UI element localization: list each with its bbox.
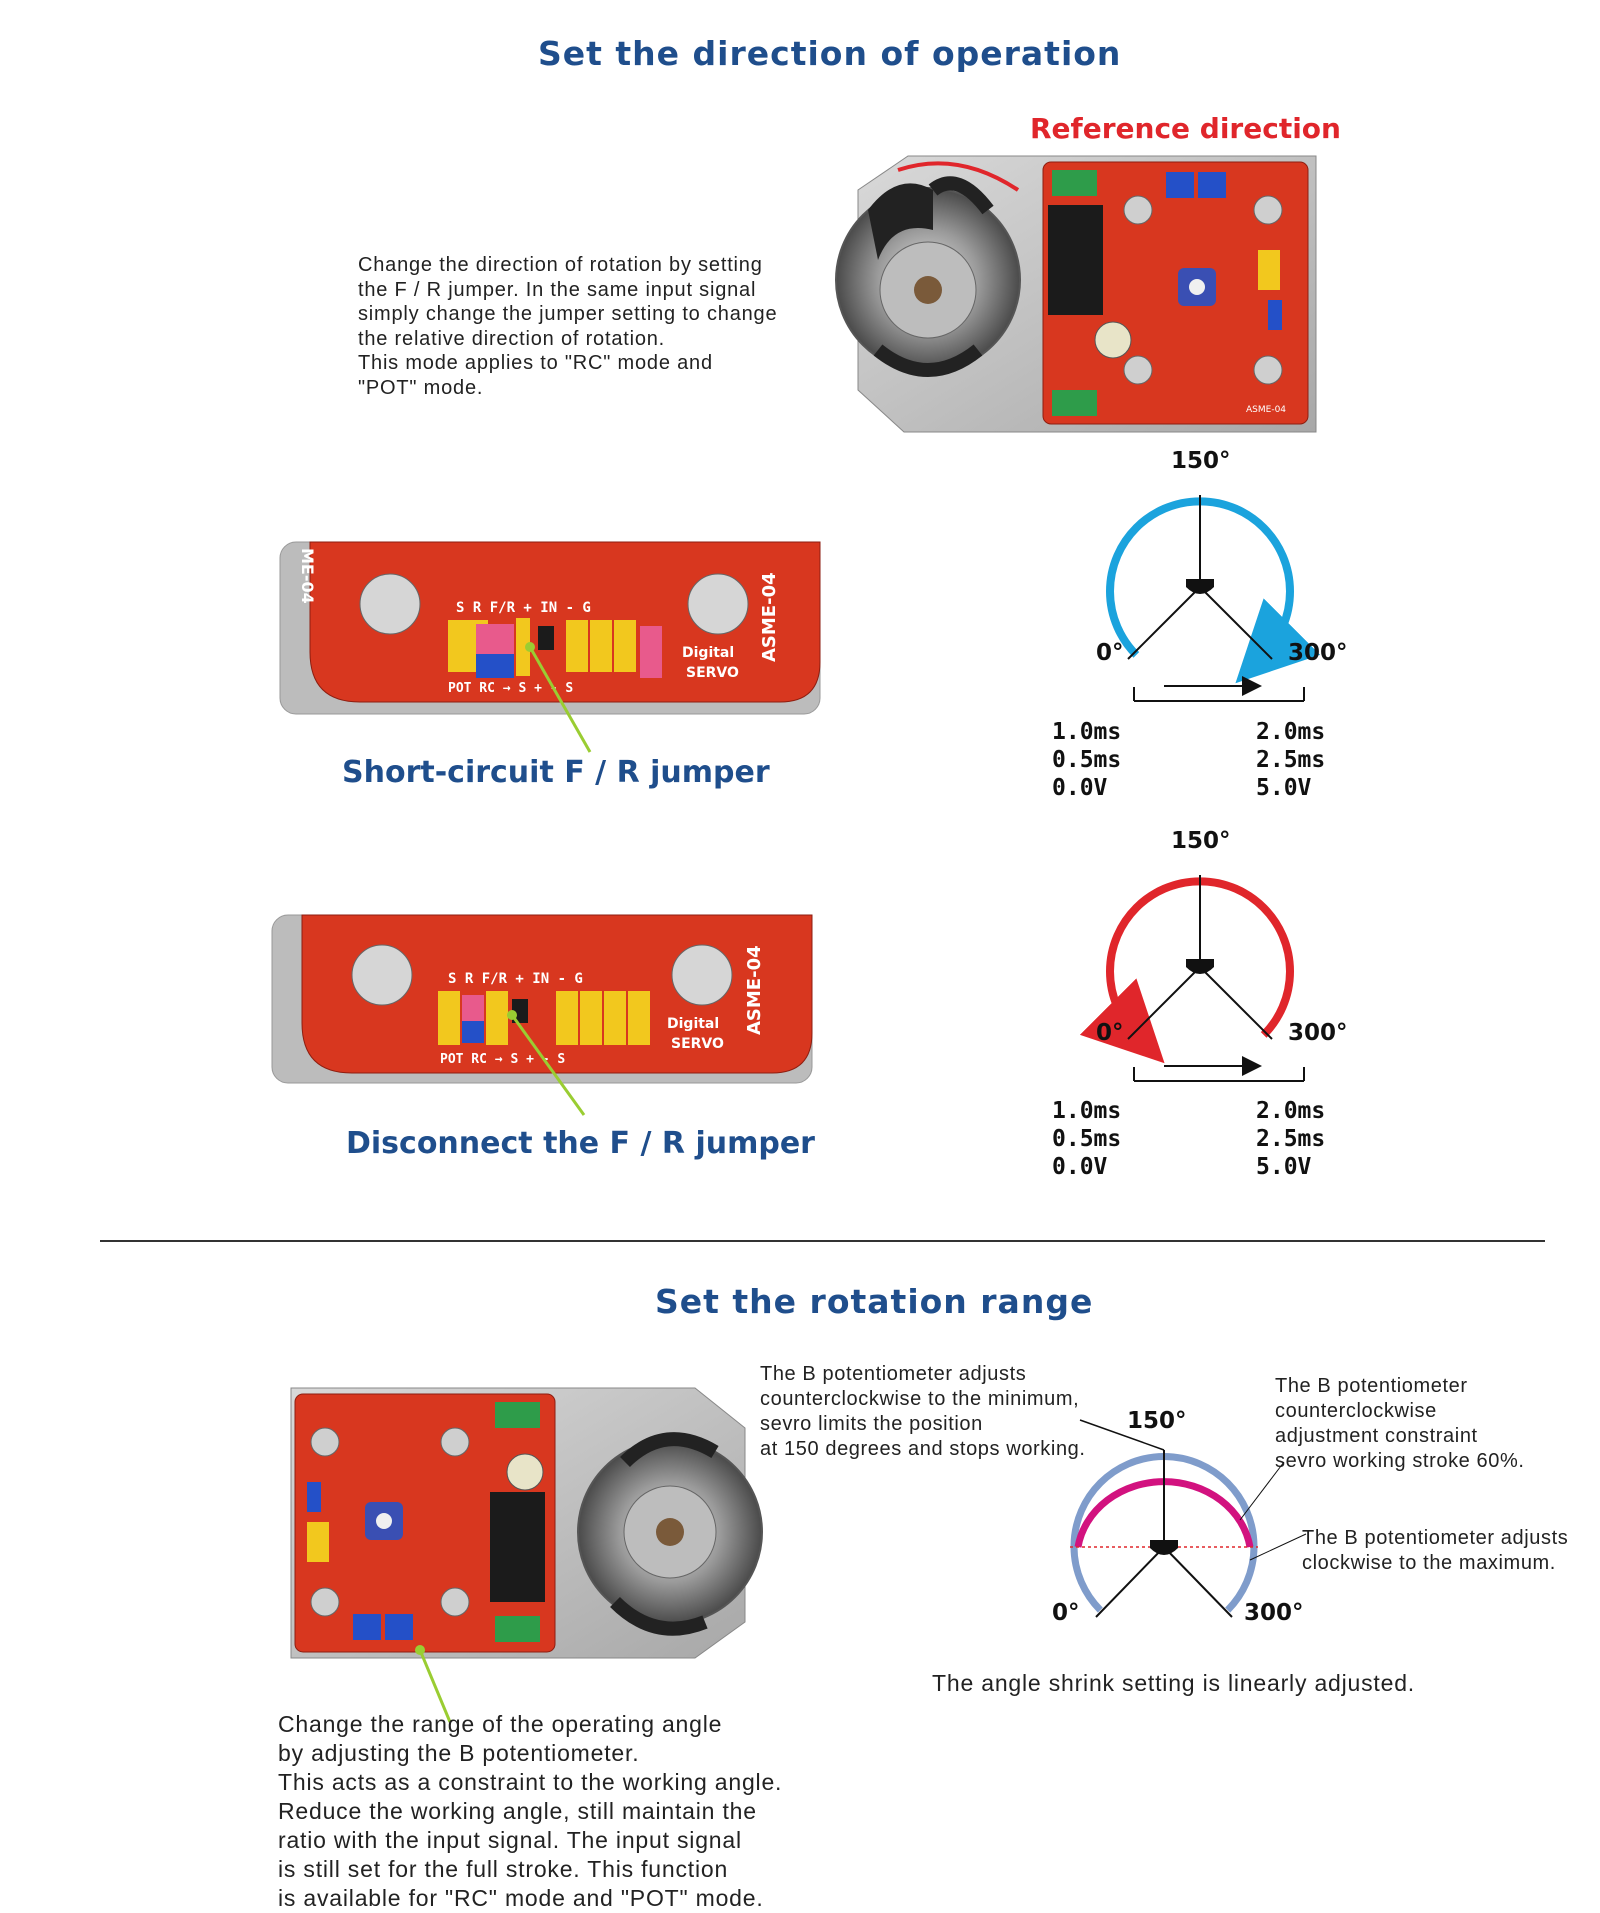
range-paragraph (278, 1710, 782, 1913)
dial2-right-label: 300° (1288, 1020, 1348, 1046)
paragraph-line: This acts as a constraint to the working angle. (278, 1769, 783, 1795)
value-line: 1.0ms (1052, 719, 1122, 745)
value-line: 1.0ms (1052, 1098, 1122, 1124)
dial1-top-label: 150° (1171, 448, 1231, 474)
servo-print: SERVO (686, 665, 739, 681)
dial2-right-values (1256, 1097, 1325, 1181)
section-direction-title: Set the direction of operation (538, 34, 1122, 73)
value-line: 0.0V (1052, 1154, 1108, 1180)
annotation-max (1302, 1526, 1568, 1576)
dial2-left-label: 0° (1096, 1020, 1124, 1046)
board-model-vertical: ASME-04 (744, 945, 765, 1035)
paragraph-line: ratio with the input signal. The input signal (278, 1827, 742, 1853)
range-dial-hub (1150, 1540, 1178, 1555)
board-closeup-open (272, 915, 812, 1083)
dial1-pointer-left (1128, 587, 1200, 659)
leader-line-ccw (1240, 1462, 1284, 1520)
paragraph-line: is available for "RC" mode and "POT" mode. (278, 1885, 764, 1911)
range-dial-left-label: 0° (1052, 1600, 1080, 1626)
description-line: simply change the jumper setting to change (358, 303, 778, 325)
paragraph-line: by adjusting the B potentiometer. (278, 1740, 640, 1766)
linear-note: The angle shrink setting is linearly adjusted. (932, 1670, 1415, 1696)
board-model-print: ASME-04 (1246, 405, 1287, 415)
servo-print: SERVO (671, 1036, 724, 1052)
reference-direction-label: Reference direction (1030, 112, 1341, 145)
range-dial-top-label: 150° (1127, 1408, 1187, 1434)
dial2-hub (1186, 959, 1214, 974)
value-line: 5.0V (1256, 1154, 1312, 1180)
annotation-line: adjustment constraint (1275, 1425, 1478, 1447)
value-line: 0.5ms (1052, 1126, 1122, 1152)
leader-line-max (1250, 1534, 1306, 1560)
digital-print: Digital (667, 1016, 720, 1032)
value-line: 2.0ms (1256, 1098, 1326, 1124)
value-line: 0.0V (1052, 775, 1108, 801)
section-range-title: Set the rotation range (655, 1282, 1094, 1321)
dial2-diagram (1080, 855, 1320, 1105)
short-circuit-label: Short-circuit F / R jumper (342, 755, 770, 790)
leader-line-min (1080, 1420, 1164, 1450)
pin-footer-label: POT RC → S + - S (448, 681, 574, 696)
servo-reference-photo (838, 150, 1318, 440)
value-line: 2.5ms (1256, 747, 1326, 773)
range-dial-pointer-left (1096, 1547, 1164, 1617)
value-line: 5.0V (1256, 775, 1312, 801)
value-line: 0.5ms (1052, 747, 1122, 773)
pin-header-label: S R F/R + IN - G (456, 600, 591, 616)
annotation-line: clockwise to the maximum. (1302, 1552, 1556, 1574)
board-model-vertical: ASME-04 (759, 572, 780, 662)
annotation-min (760, 1362, 1086, 1462)
dial1-pointer-right (1200, 587, 1272, 659)
value-line: 2.5ms (1256, 1126, 1326, 1152)
dial1-diagram (1080, 475, 1320, 725)
dial1-left-values (1052, 718, 1121, 802)
dial1-right-values (1256, 718, 1325, 802)
annotation-ccw (1275, 1374, 1525, 1474)
dial2-pointer-right (1200, 967, 1272, 1039)
direction-description (358, 253, 777, 400)
range-dial-diagram (1040, 1420, 1280, 1630)
annotation-line: sevro limits the position (760, 1413, 983, 1435)
dial2-left-values (1052, 1097, 1121, 1181)
digital-print: Digital (682, 645, 735, 661)
annotation-line: counterclockwise (1275, 1400, 1437, 1422)
dial2-pointer-left (1128, 967, 1200, 1039)
board-closeup-short (280, 542, 820, 714)
servo-range-photo (285, 1382, 765, 1662)
dial1-left-label: 0° (1096, 640, 1124, 666)
value-line: 2.0ms (1256, 719, 1326, 745)
dial1-hub (1186, 579, 1214, 594)
range-dial-right-label: 300° (1244, 1600, 1304, 1626)
annotation-line: The B potentiometer adjusts (1302, 1527, 1569, 1549)
description-line: This mode applies to "RC" mode and (358, 352, 713, 374)
annotation-line: at 150 degrees and stops working. (760, 1438, 1086, 1460)
description-line: "POT" mode. (358, 376, 484, 399)
paragraph-line: is still set for the full stroke. This function (278, 1856, 729, 1882)
section-divider (100, 1240, 1545, 1242)
description-line: the relative direction of rotation. (358, 327, 666, 350)
annotation-line: The B potentiometer (1275, 1375, 1468, 1397)
paragraph-line: Reduce the working angle, still maintain the (278, 1798, 757, 1824)
disconnect-label: Disconnect the F / R jumper (346, 1126, 815, 1161)
annotation-line: sevro working stroke 60%. (1275, 1450, 1525, 1472)
dial2-top-label: 150° (1171, 828, 1231, 854)
description-line: the F / R jumper. In the same input signal (358, 278, 757, 301)
annotation-line: The B potentiometer adjusts (760, 1363, 1027, 1385)
board-brand-vertical: ME-04 (298, 548, 317, 604)
annotation-line: counterclockwise to the minimum, (760, 1388, 1080, 1410)
paragraph-line: Change the range of the operating angle (278, 1711, 723, 1737)
pin-header-label: S R F/R + IN - G (448, 971, 583, 987)
description-line: Change the direction of rotation by setting (358, 254, 763, 276)
range-dial-pointer-right (1164, 1547, 1232, 1617)
pin-footer-label: POT RC → S + - S (440, 1052, 566, 1067)
dial1-right-label: 300° (1288, 640, 1348, 666)
